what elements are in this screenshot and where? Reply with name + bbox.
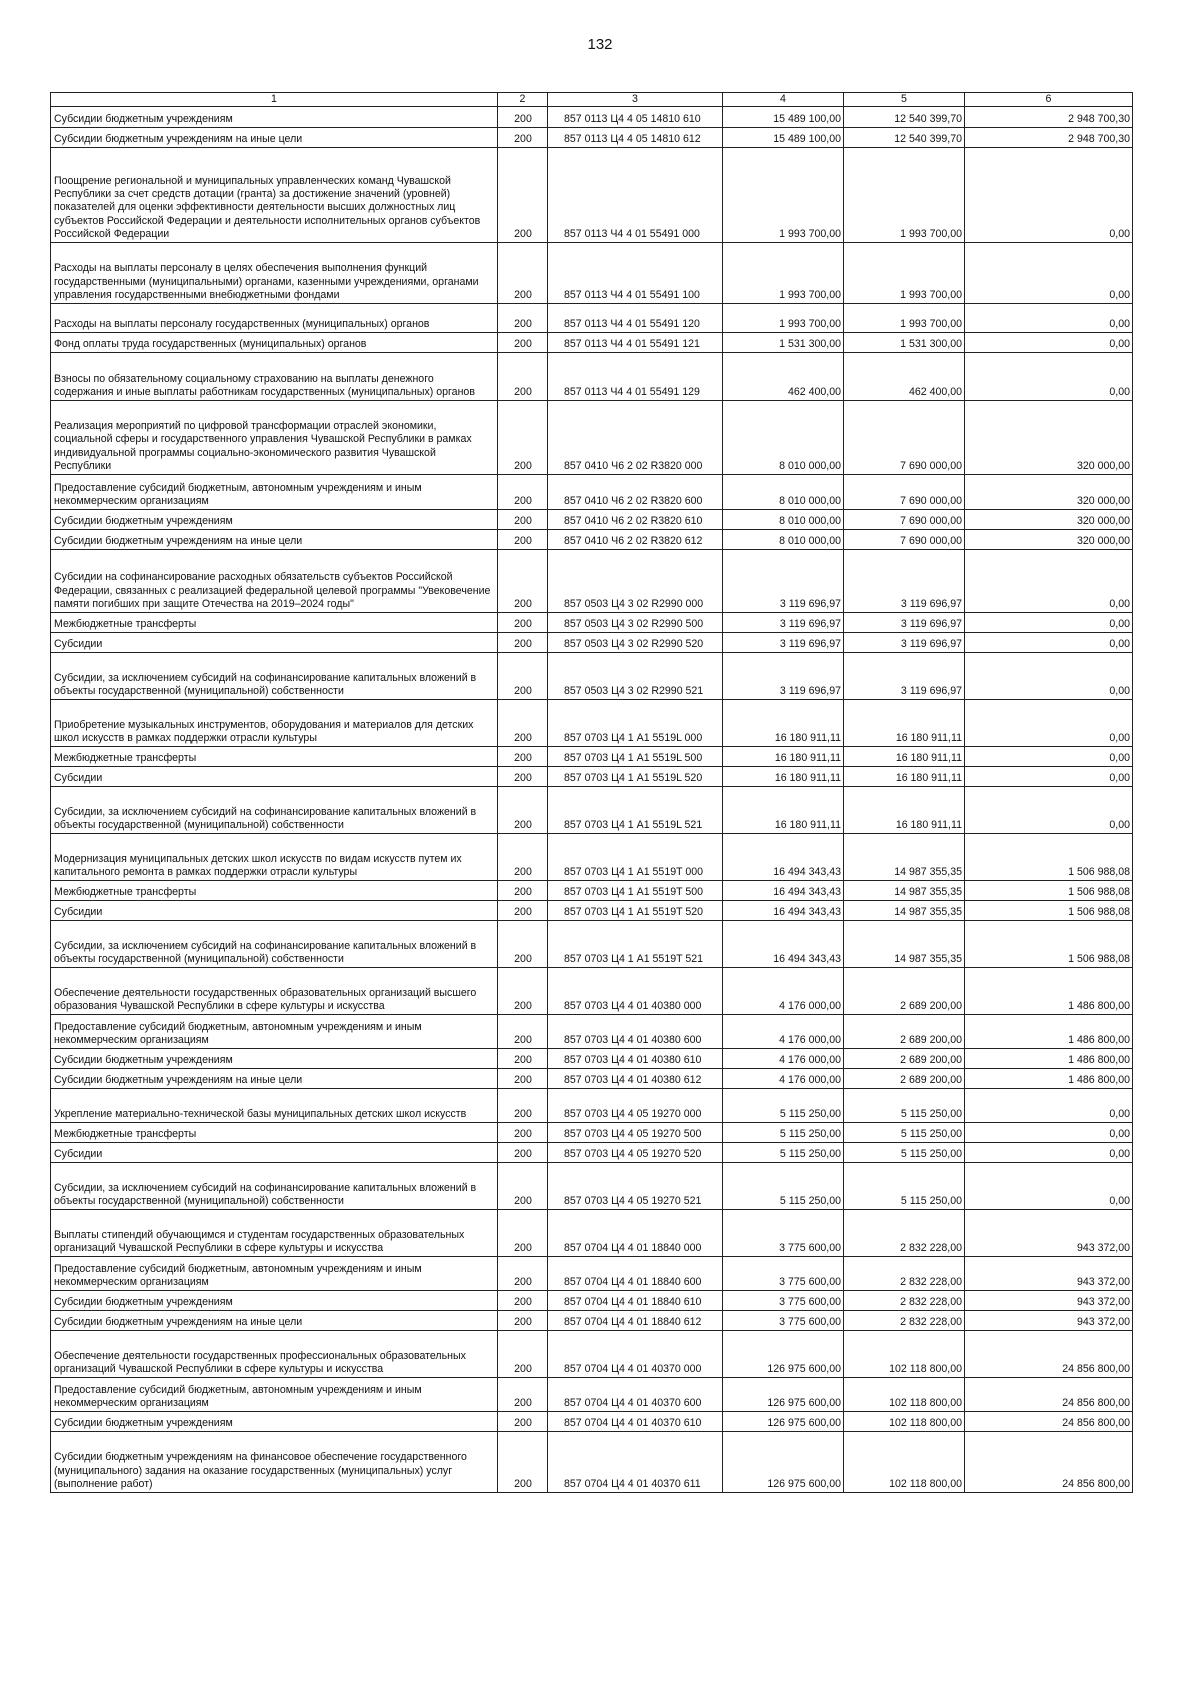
executed-amount: 1 993 700,00 <box>844 148 965 243</box>
table-row <box>51 1432 1133 1493</box>
item-name: Субсидии, за исключением субсидий на софинансирование капитальных вложений в объекты государственной (муниципальной) собственности <box>51 787 498 834</box>
table-row <box>51 530 1133 550</box>
unexecuted-amount: 1 506 988,08 <box>965 834 1133 881</box>
approved-amount: 462 400,00 <box>723 353 844 401</box>
item-name: Межбюджетные трансферты <box>51 613 498 633</box>
table-row <box>51 243 1133 304</box>
item-name: Предоставление субсидий бюджетным, автономным учреждениям и иным некоммерческим организациям <box>51 1257 498 1291</box>
executed-amount: 1 531 300,00 <box>844 333 965 353</box>
budget-classification-code: 857 0703 Ц4 1 A1 5519L 521 <box>548 787 723 834</box>
column-header: 2 <box>498 93 548 107</box>
table-row <box>51 1331 1133 1378</box>
table-row <box>51 1412 1133 1432</box>
approved-amount: 5 115 250,00 <box>723 1123 844 1143</box>
approved-amount: 15 489 100,00 <box>723 128 844 148</box>
line-code: 200 <box>498 128 548 148</box>
budget-classification-code: 857 0503 Ц4 3 02 R2990 000 <box>548 550 723 613</box>
unexecuted-amount: 1 506 988,08 <box>965 901 1133 921</box>
executed-amount: 3 119 696,97 <box>844 653 965 700</box>
table-row <box>51 1291 1133 1311</box>
budget-classification-code: 857 0503 Ц4 3 02 R2990 500 <box>548 613 723 633</box>
table-row <box>51 333 1133 353</box>
budget-classification-code: 857 0703 Ц4 4 01 40380 000 <box>548 968 723 1015</box>
budget-classification-code: 857 0113 Ч4 4 01 55491 100 <box>548 243 723 304</box>
unexecuted-amount: 0,00 <box>965 243 1133 304</box>
item-name: Субсидии <box>51 633 498 653</box>
line-code: 200 <box>498 1412 548 1432</box>
unexecuted-amount: 0,00 <box>965 353 1133 401</box>
line-code: 200 <box>498 1069 548 1089</box>
budget-classification-code: 857 0703 Ц4 1 A1 5519T 000 <box>548 834 723 881</box>
table-row <box>51 510 1133 530</box>
executed-amount: 7 690 000,00 <box>844 510 965 530</box>
approved-amount: 16 494 343,43 <box>723 881 844 901</box>
budget-classification-code: 857 0703 Ц4 4 05 19270 000 <box>548 1089 723 1123</box>
budget-classification-code: 857 0704 Ц4 4 01 18840 612 <box>548 1311 723 1331</box>
approved-amount: 8 010 000,00 <box>723 475 844 510</box>
executed-amount: 2 832 228,00 <box>844 1311 965 1331</box>
executed-amount: 5 115 250,00 <box>844 1123 965 1143</box>
unexecuted-amount: 0,00 <box>965 653 1133 700</box>
executed-amount: 1 993 700,00 <box>844 243 965 304</box>
executed-amount: 102 118 800,00 <box>844 1412 965 1432</box>
unexecuted-amount: 0,00 <box>965 148 1133 243</box>
budget-classification-code: 857 0704 Ц4 4 01 40370 000 <box>548 1331 723 1378</box>
table-row <box>51 767 1133 787</box>
budget-classification-code: 857 0703 Ц4 1 A1 5519L 520 <box>548 767 723 787</box>
approved-amount: 16 180 911,11 <box>723 767 844 787</box>
item-name: Предоставление субсидий бюджетным, автономным учреждениям и иным некоммерческим организациям <box>51 475 498 510</box>
item-name: Субсидии бюджетным учреждениям <box>51 510 498 530</box>
table-row <box>51 1089 1133 1123</box>
item-name: Поощрение региональной и муниципальных управленческих команд Чувашской Республики за счет средств дотации (гранта) за достижение значений (уровней) показателей для оценки эффективности деятельности высших должностных лиц субъектов Российской Федерации и деятельности исполнительных органов субъектов Российской Федерации <box>51 148 498 243</box>
executed-amount: 1 993 700,00 <box>844 304 965 333</box>
unexecuted-amount: 0,00 <box>965 550 1133 613</box>
line-code: 200 <box>498 1291 548 1311</box>
approved-amount: 8 010 000,00 <box>723 401 844 475</box>
item-name: Субсидии, за исключением субсидий на софинансирование капитальных вложений в объекты государственной (муниципальной) собственности <box>51 1163 498 1210</box>
approved-amount: 16 494 343,43 <box>723 921 844 968</box>
item-name: Субсидии бюджетным учреждениям на иные цели <box>51 1069 498 1089</box>
budget-classification-code: 857 0704 Ц4 4 01 18840 000 <box>548 1210 723 1257</box>
budget-classification-code: 857 0503 Ц4 3 02 R2990 520 <box>548 633 723 653</box>
approved-amount: 1 531 300,00 <box>723 333 844 353</box>
unexecuted-amount: 943 372,00 <box>965 1291 1133 1311</box>
unexecuted-amount: 24 856 800,00 <box>965 1331 1133 1378</box>
approved-amount: 16 180 911,11 <box>723 700 844 747</box>
approved-amount: 8 010 000,00 <box>723 510 844 530</box>
line-code: 200 <box>498 107 548 128</box>
approved-amount: 3 119 696,97 <box>723 653 844 700</box>
item-name: Предоставление субсидий бюджетным, автономным учреждениям и иным некоммерческим организациям <box>51 1378 498 1412</box>
line-code: 200 <box>498 1378 548 1412</box>
budget-classification-code: 857 0113 Ц4 4 05 14810 610 <box>548 107 723 128</box>
table-row <box>51 1123 1133 1143</box>
budget-classification-code: 857 0113 Ч4 4 01 55491 000 <box>548 148 723 243</box>
approved-amount: 5 115 250,00 <box>723 1089 844 1123</box>
column-header: 4 <box>723 93 844 107</box>
item-name: Фонд оплаты труда государственных (муниципальных) органов <box>51 333 498 353</box>
line-code: 200 <box>498 633 548 653</box>
budget-classification-code: 857 0113 Ц4 4 05 14810 612 <box>548 128 723 148</box>
line-code: 200 <box>498 530 548 550</box>
approved-amount: 126 975 600,00 <box>723 1378 844 1412</box>
unexecuted-amount: 1 486 800,00 <box>965 1069 1133 1089</box>
approved-amount: 16 494 343,43 <box>723 834 844 881</box>
table-row <box>51 1143 1133 1163</box>
executed-amount: 5 115 250,00 <box>844 1143 965 1163</box>
approved-amount: 3 775 600,00 <box>723 1257 844 1291</box>
executed-amount: 7 690 000,00 <box>844 401 965 475</box>
budget-classification-code: 857 0113 Ч4 4 01 55491 120 <box>548 304 723 333</box>
line-code: 200 <box>498 243 548 304</box>
item-name: Расходы на выплаты персоналу государственных (муниципальных) органов <box>51 304 498 333</box>
table-row <box>51 1210 1133 1257</box>
budget-classification-code: 857 0704 Ц4 4 01 40370 611 <box>548 1432 723 1493</box>
executed-amount: 14 987 355,35 <box>844 921 965 968</box>
approved-amount: 3 775 600,00 <box>723 1291 844 1311</box>
executed-amount: 7 690 000,00 <box>844 475 965 510</box>
table-row <box>51 475 1133 510</box>
executed-amount: 3 119 696,97 <box>844 633 965 653</box>
line-code: 200 <box>498 834 548 881</box>
line-code: 200 <box>498 353 548 401</box>
item-name: Субсидии бюджетным учреждениям на иные цели <box>51 128 498 148</box>
item-name: Субсидии <box>51 901 498 921</box>
executed-amount: 5 115 250,00 <box>844 1089 965 1123</box>
line-code: 200 <box>498 401 548 475</box>
unexecuted-amount: 0,00 <box>965 767 1133 787</box>
table-row <box>51 633 1133 653</box>
line-code: 200 <box>498 510 548 530</box>
line-code: 200 <box>498 787 548 834</box>
budget-classification-code: 857 0703 Ц4 4 05 19270 500 <box>548 1123 723 1143</box>
budget-classification-code: 857 0703 Ц4 1 A1 5519T 500 <box>548 881 723 901</box>
executed-amount: 462 400,00 <box>844 353 965 401</box>
budget-classification-code: 857 0410 Ч6 2 02 R3820 610 <box>548 510 723 530</box>
approved-amount: 3 775 600,00 <box>723 1311 844 1331</box>
item-name: Выплаты стипендий обучающимся и студентам государственных образовательных организаций Чувашской Республики в сфере культуры и искусства <box>51 1210 498 1257</box>
line-code: 200 <box>498 1331 548 1378</box>
unexecuted-amount: 0,00 <box>965 700 1133 747</box>
budget-classification-code: 857 0410 Ч6 2 02 R3820 000 <box>548 401 723 475</box>
line-code: 200 <box>498 1311 548 1331</box>
line-code: 200 <box>498 333 548 353</box>
executed-amount: 12 540 399,70 <box>844 107 965 128</box>
column-header: 5 <box>844 93 965 107</box>
table-row <box>51 304 1133 333</box>
approved-amount: 4 176 000,00 <box>723 968 844 1015</box>
table-row <box>51 1015 1133 1049</box>
table-row <box>51 107 1133 128</box>
budget-execution-table <box>50 92 1133 1493</box>
table-row <box>51 353 1133 401</box>
line-code: 200 <box>498 968 548 1015</box>
approved-amount: 15 489 100,00 <box>723 107 844 128</box>
unexecuted-amount: 0,00 <box>965 1163 1133 1210</box>
budget-classification-code: 857 0703 Ц4 4 01 40380 610 <box>548 1049 723 1069</box>
line-code: 200 <box>498 1143 548 1163</box>
column-header: 6 <box>965 93 1133 107</box>
executed-amount: 16 180 911,11 <box>844 787 965 834</box>
item-name: Субсидии бюджетным учреждениям <box>51 107 498 128</box>
item-name: Модернизация муниципальных детских школ искусств по видам искусств путем их капитального ремонта в рамках поддержки отрасли культуры <box>51 834 498 881</box>
item-name: Межбюджетные трансферты <box>51 881 498 901</box>
budget-classification-code: 857 0113 Ч4 4 01 55491 129 <box>548 353 723 401</box>
column-header: 3 <box>548 93 723 107</box>
item-name: Реализация мероприятий по цифровой трансформации отраслей экономики, социальной сферы и государственного управления Чувашской Республики в рамках индивидуальной программы социально-экономического развития Чувашской Республики <box>51 401 498 475</box>
item-name: Субсидии, за исключением субсидий на софинансирование капитальных вложений в объекты государственной (муниципальной) собственности <box>51 921 498 968</box>
budget-classification-code: 857 0503 Ц4 3 02 R2990 521 <box>548 653 723 700</box>
line-code: 200 <box>498 550 548 613</box>
unexecuted-amount: 2 948 700,30 <box>965 128 1133 148</box>
column-number-row <box>51 93 1133 107</box>
approved-amount: 5 115 250,00 <box>723 1143 844 1163</box>
unexecuted-amount: 0,00 <box>965 333 1133 353</box>
approved-amount: 3 119 696,97 <box>723 613 844 633</box>
item-name: Приобретение музыкальных инструментов, оборудования и материалов для детских школ искусств в рамках поддержки отрасли культуры <box>51 700 498 747</box>
approved-amount: 3 119 696,97 <box>723 550 844 613</box>
unexecuted-amount: 320 000,00 <box>965 530 1133 550</box>
executed-amount: 14 987 355,35 <box>844 834 965 881</box>
line-code: 200 <box>498 475 548 510</box>
table-row <box>51 901 1133 921</box>
line-code: 200 <box>498 148 548 243</box>
table-row <box>51 653 1133 700</box>
table-row <box>51 787 1133 834</box>
line-code: 200 <box>498 1123 548 1143</box>
table-row <box>51 834 1133 881</box>
executed-amount: 3 119 696,97 <box>844 613 965 633</box>
unexecuted-amount: 1 486 800,00 <box>965 1015 1133 1049</box>
item-name: Субсидии <box>51 767 498 787</box>
budget-classification-code: 857 0703 Ц4 1 A1 5519T 521 <box>548 921 723 968</box>
table-row <box>51 881 1133 901</box>
budget-classification-code: 857 0704 Ц4 4 01 40370 600 <box>548 1378 723 1412</box>
unexecuted-amount: 1 506 988,08 <box>965 881 1133 901</box>
table-row <box>51 968 1133 1015</box>
approved-amount: 1 993 700,00 <box>723 243 844 304</box>
unexecuted-amount: 24 856 800,00 <box>965 1378 1133 1412</box>
approved-amount: 4 176 000,00 <box>723 1015 844 1049</box>
item-name: Субсидии на софинансирование расходных обязательств субъектов Российской Федерации, связанных с реализацией федеральной целевой программы "Увековечение памяти погибших при защите Отечества на 2019–2024 годы" <box>51 550 498 613</box>
table-row <box>51 1049 1133 1069</box>
unexecuted-amount: 0,00 <box>965 747 1133 767</box>
budget-classification-code: 857 0410 Ч6 2 02 R3820 612 <box>548 530 723 550</box>
line-code: 200 <box>498 1257 548 1291</box>
unexecuted-amount: 1 506 988,08 <box>965 921 1133 968</box>
item-name: Расходы на выплаты персоналу в целях обеспечения выполнения функций государственными (муниципальными) органами, казенными учреждениями, органами управления государственными внебюджетными фондами <box>51 243 498 304</box>
unexecuted-amount: 320 000,00 <box>965 510 1133 530</box>
executed-amount: 14 987 355,35 <box>844 881 965 901</box>
table-body <box>51 107 1133 1493</box>
budget-classification-code: 857 0410 Ч6 2 02 R3820 600 <box>548 475 723 510</box>
table-row <box>51 921 1133 968</box>
item-name: Субсидии бюджетным учреждениям <box>51 1412 498 1432</box>
budget-classification-code: 857 0113 Ч4 4 01 55491 121 <box>548 333 723 353</box>
approved-amount: 5 115 250,00 <box>723 1163 844 1210</box>
item-name: Обеспечение деятельности государственных профессиональных образовательных организаций Чувашской Республики в сфере культуры и искусства <box>51 1331 498 1378</box>
line-code: 200 <box>498 747 548 767</box>
page-number: 132 <box>587 36 613 53</box>
approved-amount: 4 176 000,00 <box>723 1049 844 1069</box>
executed-amount: 2 689 200,00 <box>844 1049 965 1069</box>
executed-amount: 2 689 200,00 <box>844 1015 965 1049</box>
line-code: 200 <box>498 1210 548 1257</box>
table-row <box>51 613 1133 633</box>
executed-amount: 2 832 228,00 <box>844 1291 965 1311</box>
budget-classification-code: 857 0703 Ц4 4 01 40380 612 <box>548 1069 723 1089</box>
approved-amount: 1 993 700,00 <box>723 304 844 333</box>
approved-amount: 3 119 696,97 <box>723 633 844 653</box>
item-name: Субсидии бюджетным учреждениям на иные цели <box>51 530 498 550</box>
item-name: Субсидии бюджетным учреждениям <box>51 1291 498 1311</box>
item-name: Межбюджетные трансферты <box>51 1123 498 1143</box>
item-name: Межбюджетные трансферты <box>51 747 498 767</box>
line-code: 200 <box>498 1049 548 1069</box>
unexecuted-amount: 0,00 <box>965 304 1133 333</box>
table-row <box>51 1311 1133 1331</box>
item-name: Субсидии, за исключением субсидий на софинансирование капитальных вложений в объекты государственной (муниципальной) собственности <box>51 653 498 700</box>
line-code: 200 <box>498 921 548 968</box>
item-name: Предоставление субсидий бюджетным, автономным учреждениям и иным некоммерческим организациям <box>51 1015 498 1049</box>
approved-amount: 126 975 600,00 <box>723 1432 844 1493</box>
item-name: Субсидии бюджетным учреждениям на финансовое обеспечение государственного (муниципального) задания на оказание государственных (муниципальных) услуг (выполнение работ) <box>51 1432 498 1493</box>
executed-amount: 2 689 200,00 <box>844 1069 965 1089</box>
executed-amount: 16 180 911,11 <box>844 700 965 747</box>
item-name: Субсидии <box>51 1143 498 1163</box>
executed-amount: 5 115 250,00 <box>844 1163 965 1210</box>
line-code: 200 <box>498 1163 548 1210</box>
item-name: Укрепление материально-технической базы муниципальных детских школ искусств <box>51 1089 498 1123</box>
approved-amount: 126 975 600,00 <box>723 1331 844 1378</box>
item-name: Взносы по обязательному социальному страхованию на выплаты денежного содержания и иные выплаты работникам государственных (муниципальных) органов <box>51 353 498 401</box>
table-row <box>51 128 1133 148</box>
table-row <box>51 401 1133 475</box>
budget-classification-code: 857 0704 Ц4 4 01 18840 600 <box>548 1257 723 1291</box>
line-code: 200 <box>498 901 548 921</box>
budget-classification-code: 857 0703 Ц4 4 01 40380 600 <box>548 1015 723 1049</box>
executed-amount: 2 832 228,00 <box>844 1257 965 1291</box>
budget-classification-code: 857 0703 Ц4 1 A1 5519T 520 <box>548 901 723 921</box>
unexecuted-amount: 24 856 800,00 <box>965 1432 1133 1493</box>
unexecuted-amount: 0,00 <box>965 633 1133 653</box>
table-row <box>51 148 1133 243</box>
executed-amount: 7 690 000,00 <box>844 530 965 550</box>
budget-classification-code: 857 0703 Ц4 1 A1 5519L 500 <box>548 747 723 767</box>
item-name: Субсидии бюджетным учреждениям <box>51 1049 498 1069</box>
executed-amount: 102 118 800,00 <box>844 1331 965 1378</box>
executed-amount: 2 689 200,00 <box>844 968 965 1015</box>
executed-amount: 102 118 800,00 <box>844 1378 965 1412</box>
unexecuted-amount: 943 372,00 <box>965 1210 1133 1257</box>
line-code: 200 <box>498 881 548 901</box>
unexecuted-amount: 1 486 800,00 <box>965 968 1133 1015</box>
line-code: 200 <box>498 304 548 333</box>
approved-amount: 3 775 600,00 <box>723 1210 844 1257</box>
budget-classification-code: 857 0703 Ц4 1 A1 5519L 000 <box>548 700 723 747</box>
approved-amount: 4 176 000,00 <box>723 1069 844 1089</box>
approved-amount: 16 494 343,43 <box>723 901 844 921</box>
table-row <box>51 1378 1133 1412</box>
item-name: Обеспечение деятельности государственных образовательных организаций высшего образования Чувашской Республики в сфере культуры и искусства <box>51 968 498 1015</box>
budget-classification-code: 857 0704 Ц4 4 01 18840 610 <box>548 1291 723 1311</box>
item-name: Субсидии бюджетным учреждениям на иные цели <box>51 1311 498 1331</box>
unexecuted-amount: 24 856 800,00 <box>965 1412 1133 1432</box>
budget-classification-code: 857 0703 Ц4 4 05 19270 520 <box>548 1143 723 1163</box>
unexecuted-amount: 0,00 <box>965 613 1133 633</box>
line-code: 200 <box>498 653 548 700</box>
approved-amount: 8 010 000,00 <box>723 530 844 550</box>
executed-amount: 16 180 911,11 <box>844 767 965 787</box>
line-code: 200 <box>498 1432 548 1493</box>
approved-amount: 16 180 911,11 <box>723 747 844 767</box>
table-row <box>51 747 1133 767</box>
line-code: 200 <box>498 1089 548 1123</box>
budget-classification-code: 857 0704 Ц4 4 01 40370 610 <box>548 1412 723 1432</box>
line-code: 200 <box>498 767 548 787</box>
table-row <box>51 1069 1133 1089</box>
table-row <box>51 550 1133 613</box>
unexecuted-amount: 1 486 800,00 <box>965 1049 1133 1069</box>
executed-amount: 102 118 800,00 <box>844 1432 965 1493</box>
unexecuted-amount: 0,00 <box>965 1089 1133 1123</box>
unexecuted-amount: 2 948 700,30 <box>965 107 1133 128</box>
table-row <box>51 1257 1133 1291</box>
executed-amount: 3 119 696,97 <box>844 550 965 613</box>
unexecuted-amount: 320 000,00 <box>965 475 1133 510</box>
line-code: 200 <box>498 613 548 633</box>
unexecuted-amount: 943 372,00 <box>965 1311 1133 1331</box>
unexecuted-amount: 0,00 <box>965 1123 1133 1143</box>
executed-amount: 16 180 911,11 <box>844 747 965 767</box>
table-row <box>51 700 1133 747</box>
executed-amount: 2 832 228,00 <box>844 1210 965 1257</box>
approved-amount: 126 975 600,00 <box>723 1412 844 1432</box>
unexecuted-amount: 320 000,00 <box>965 401 1133 475</box>
unexecuted-amount: 943 372,00 <box>965 1257 1133 1291</box>
line-code: 200 <box>498 700 548 747</box>
table-row <box>51 1163 1133 1210</box>
unexecuted-amount: 0,00 <box>965 1143 1133 1163</box>
line-code: 200 <box>498 1015 548 1049</box>
executed-amount: 12 540 399,70 <box>844 128 965 148</box>
executed-amount: 14 987 355,35 <box>844 901 965 921</box>
budget-classification-code: 857 0703 Ц4 4 05 19270 521 <box>548 1163 723 1210</box>
column-header: 1 <box>51 93 498 107</box>
approved-amount: 16 180 911,11 <box>723 787 844 834</box>
unexecuted-amount: 0,00 <box>965 787 1133 834</box>
approved-amount: 1 993 700,00 <box>723 148 844 243</box>
